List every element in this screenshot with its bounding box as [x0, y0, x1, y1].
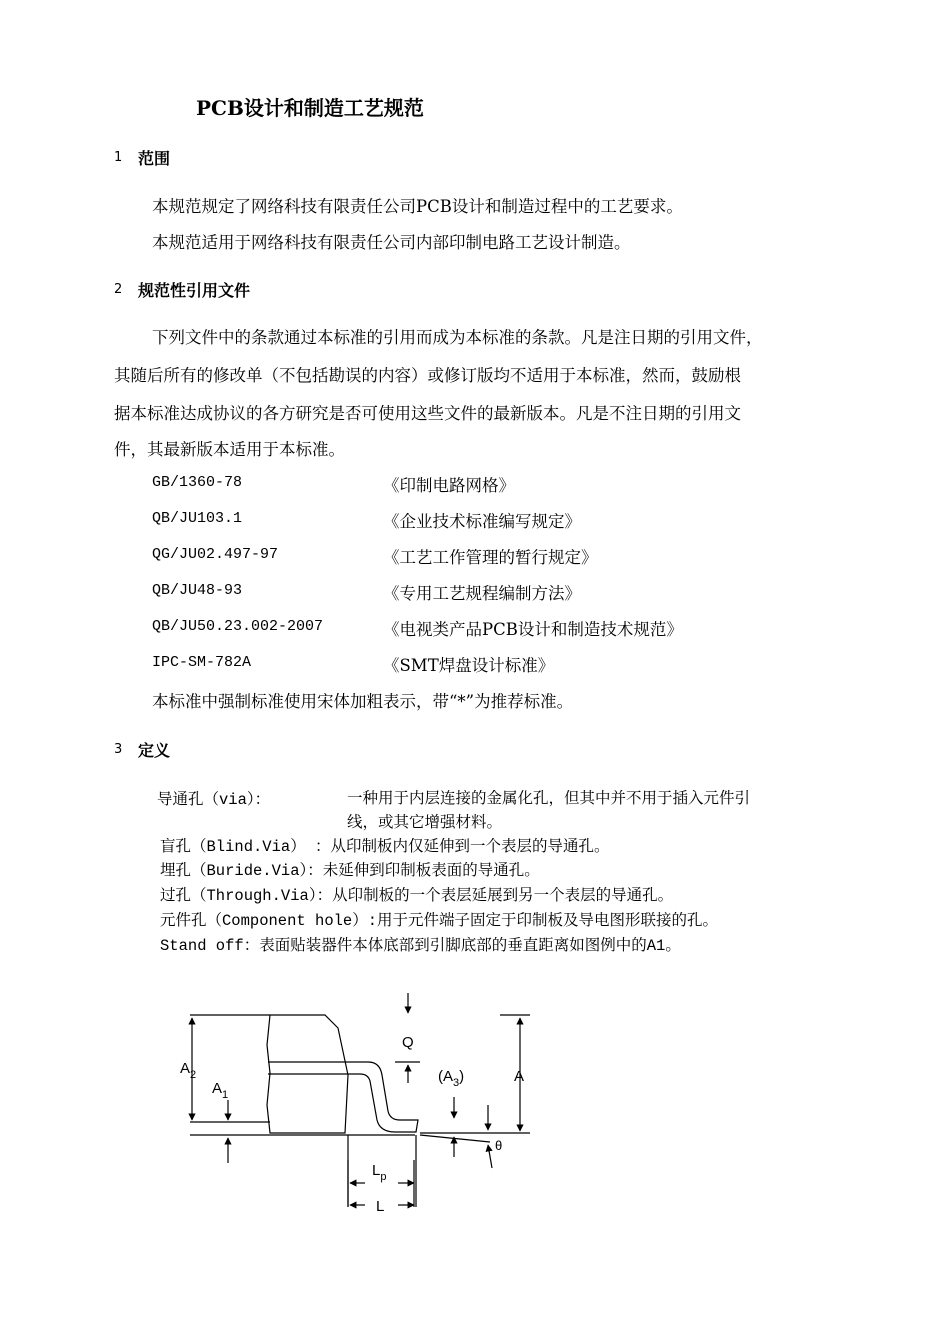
- section-1-paragraph-2: 本规范适用于网络科技有限责任公司内部印制电路工艺设计制造。: [152, 233, 631, 252]
- section-2-paragraph-line: 其随后所有的修改单（不包括勘误的内容）或修订版均不适用于本标准，然而，鼓励根: [114, 366, 741, 385]
- reference-title: 《工艺工作管理的暂行规定》: [383, 548, 598, 567]
- definition-via-text: 一种用于内层连接的金属化孔，但其中并不用于插入元件引: [347, 789, 751, 807]
- label-a3: $(A_3)$: [438, 1068, 465, 1089]
- definition-line: 过孔（Through.Via）：从印制板的一个表层延展到另一个表层的导通孔。: [160, 887, 674, 905]
- section-1-title: 范围: [138, 149, 171, 168]
- section-2-title: 规范性引用文件: [138, 281, 251, 300]
- definition-via-text: 线，或其它增强材料。: [347, 813, 503, 831]
- definition-via-term: 导通孔（via）：: [157, 791, 271, 809]
- section-2-number: 2: [114, 282, 123, 297]
- reference-title: 《SMT焊盘设计标准》: [383, 656, 555, 675]
- reference-title: 《企业技术标准编写规定》: [383, 512, 581, 531]
- definition-line: 埋孔（Buride.Via）：未延伸到印制板表面的导通孔。: [160, 862, 540, 880]
- document-title: PCB设计和制造工艺规范: [196, 96, 424, 120]
- reference-title: 《印制电路网格》: [383, 476, 515, 495]
- reference-code: IPC-SM-782A: [152, 654, 252, 671]
- reference-title: 《电视类产品PCB设计和制造技术规范》: [383, 620, 683, 639]
- definition-line: 元件孔（Component hole）:用于元件端子固定于印制板及导电图形联接的孔。: [160, 912, 719, 930]
- section-2-paragraph-line: 下列文件中的条款通过本标准的引用而成为本标准的条款。凡是注日期的引用文件，: [152, 328, 763, 347]
- reference-title: 《专用工艺规程编制方法》: [383, 584, 581, 603]
- reference-code: QB/JU50.23.002-2007: [152, 618, 324, 635]
- reference-code: QB/JU48-93: [152, 582, 243, 599]
- reference-code: GB/1360-78: [152, 474, 243, 491]
- definition-line: 盲孔（Blind.Via） ：从印制板内仅延伸到一个表层的导通孔。: [160, 838, 610, 856]
- section-3-number: 3: [114, 742, 123, 757]
- label-theta: θ: [495, 1138, 503, 1153]
- section-2-note: 本标准中强制标准使用宋体加粗表示，带“*”为推荐标准。: [152, 692, 574, 711]
- definition-line: Stand off：表面贴装器件本体底部到引脚底部的垂直距离如图例中的A1。: [160, 937, 681, 955]
- section-3-title: 定义: [138, 741, 171, 760]
- standoff-dimension-diagram: [170, 985, 550, 1220]
- label-l: L: [376, 1198, 385, 1215]
- section-1-paragraph-1: 本规范规定了网络科技有限责任公司PCB设计和制造过程中的工艺要求。: [152, 197, 683, 216]
- reference-code: QG/JU02.497-97: [152, 546, 279, 563]
- label-a: A: [514, 1068, 525, 1085]
- label-a2: $A_2$: [180, 1060, 197, 1081]
- label-q: Q: [402, 1034, 414, 1051]
- label-a1: $A_1$: [212, 1080, 229, 1101]
- section-2-paragraph-line: 件，其最新版本适用于本标准。: [114, 440, 345, 459]
- reference-code: QB/JU103.1: [152, 510, 243, 527]
- component-lead: [268, 1062, 418, 1132]
- section-2-paragraph-line: 据本标准达成协议的各方研究是否可使用这些文件的最新版本。凡是不注日期的引用文: [114, 404, 741, 423]
- section-1-number: 1: [114, 150, 123, 165]
- label-lp: $L_p$: [372, 1162, 387, 1183]
